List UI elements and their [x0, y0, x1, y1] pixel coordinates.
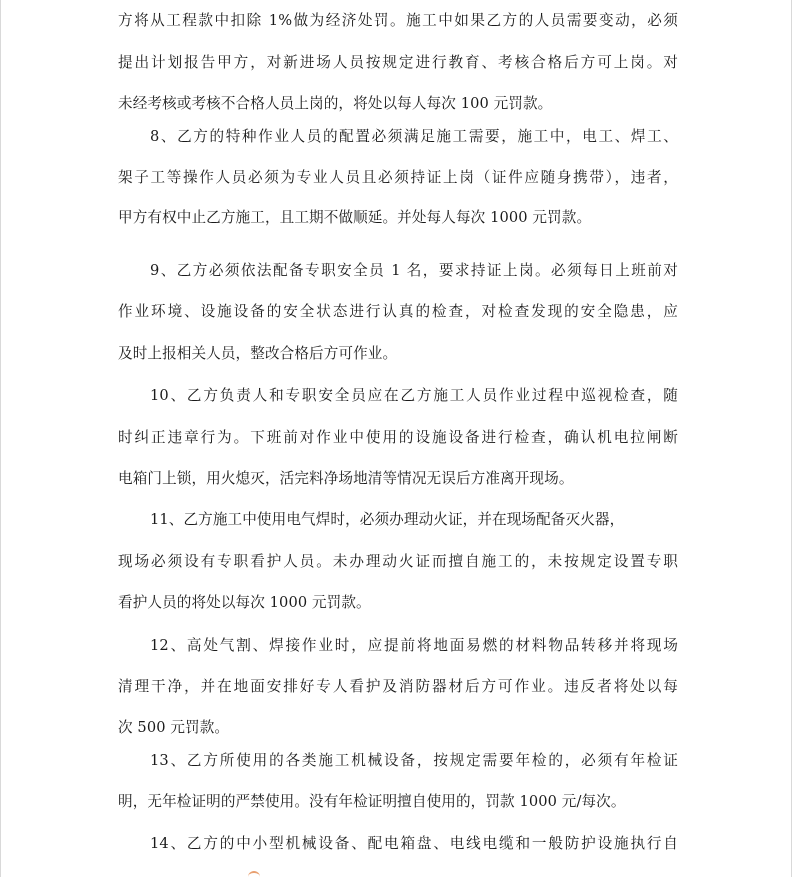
- clause-12-line: 12、高处气割、焊接作业时，应提前将地面易燃的材料物品转移并将现场: [150, 637, 678, 654]
- clause-9-line: 9、乙方必须依法配备专职安全员 1 名，要求持证上岗。必须每日上班前对: [150, 262, 678, 279]
- text-line: 时纠正违章行为。下班前对作业中使用的设施设备进行检查，确认机电拉闸断: [118, 429, 678, 446]
- text-line: 及时上报相关人员，整改合格后方可作业。: [118, 345, 398, 362]
- clause-14-line: 14、乙方的中小型机械设备、配电箱盘、电线电缆和一般防护设施执行自: [150, 835, 678, 852]
- stamp-fragment-icon: [248, 871, 260, 879]
- page-left-edge: [0, 0, 1, 877]
- text-line: 甲方有权中止乙方施工，且工期不做顺延。并处每人每次 1000 元罚款。: [118, 209, 592, 226]
- text-line: 架子工等操作人员必须为专业人员且必须持证上岗（证件应随身携带），违者，: [118, 169, 678, 186]
- clause-10-line: 10、乙方负责人和专职安全员应在乙方施工人员作业过程中巡视检查，随: [150, 387, 678, 404]
- text-line: 次 500 元罚款。: [118, 719, 230, 736]
- clause-11-line: 11、乙方施工中使用电气焊时，必须办理动火证，并在现场配备灭火器，: [150, 511, 625, 528]
- clause-13-line: 13、乙方所使用的各类施工机械设备，按规定需要年检的，必须有年检证: [150, 752, 678, 769]
- text-line: 提出计划报告甲方，对新进场人员按规定进行教育、考核合格后方可上岗。对: [118, 54, 678, 71]
- text-line: 明，无年检证明的严禁使用。没有年检证明擅自使用的，罚款 1000 元/每次。: [118, 793, 626, 810]
- text-line: 现场必须设有专职看护人员。未办理动火证而擅自施工的，未按规定设置专职: [118, 553, 678, 570]
- text-line: 电箱门上锁，用火熄灭，活完料净场地清等情况无误后方准离开现场。: [118, 470, 574, 487]
- clause-8-line: 8、乙方的特种作业人员的配置必须满足施工需要，施工中，电工、焊工、: [150, 128, 678, 145]
- text-line: 作业环境、设施设备的安全状态进行认真的检查，对检查发现的安全隐患，应: [118, 303, 678, 320]
- text-line: 清理干净，并在地面安排好专人看护及消防器材后方可作业。违反者将处以每: [118, 678, 678, 695]
- text-line: 方将从工程款中扣除 1%做为经济处罚。施工中如果乙方的人员需要变动，必须: [118, 12, 678, 29]
- text-line: 未经考核或考核不合格人员上岗的，将处以每人每次 100 元罚款。: [118, 95, 553, 112]
- text-line: 看护人员的将处以每次 1000 元罚款。: [118, 594, 371, 611]
